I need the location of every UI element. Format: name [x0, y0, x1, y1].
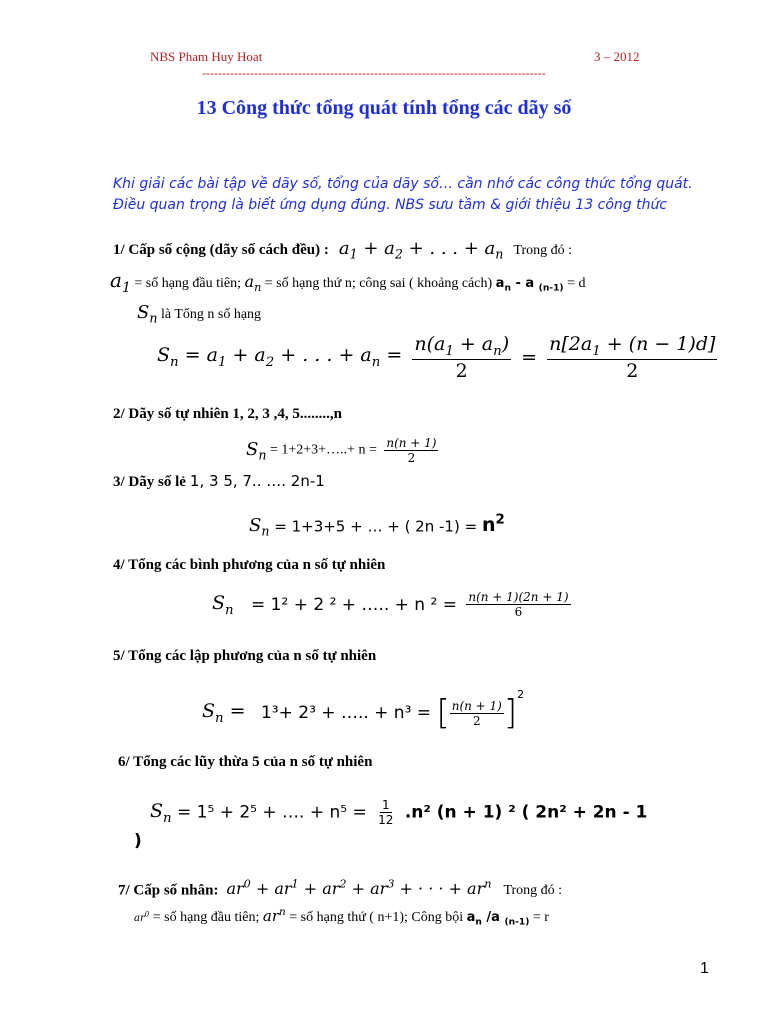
- section-2-heading: 2/ Dãy số tự nhiên 1, 2, 3 ,4, 5........,n: [113, 406, 343, 422]
- section-7-trong-do: Trong đó :: [503, 883, 563, 899]
- section-5-formula: 1³+ 2³ + ….. + n³ =: [260, 703, 432, 723]
- symbol-sn: $S_n$: [137, 302, 158, 326]
- section-1-sum-expression: $a_1 + a_2$ + . . . + $a_n$: [338, 238, 504, 262]
- section-7-definition-row: [134, 906, 549, 928]
- symbol-a1: $a_1$: [110, 268, 131, 296]
- symbol-sn: $S_n$ =: [202, 700, 246, 726]
- symbol-sn: $S_n$: [246, 438, 267, 463]
- section-6-heading: 6/ Tổng các lũy thừa 5 của n số tự nhiên: [118, 754, 373, 770]
- header-rule: --------------------------------------------------------------------------------------: [202, 66, 546, 80]
- intro-line-2: Điều quan trọng là biết ứng dụng đúng. NBS sưu tầm & giới thiệu 13 công thức: [113, 197, 668, 213]
- fraction-2: $\frac{n[2a_1 + (n - 1)d]}{2}$: [549, 333, 716, 382]
- sn-label: là Tổng n số hạng: [160, 307, 262, 322]
- section-6-formula: = 1⁵ + 2⁵ + …. + n⁵ =: [177, 802, 367, 823]
- page-title: 13 Công thức tổng quát tính tổng các dãy số: [196, 97, 572, 119]
- section-4-formula-row: [212, 590, 575, 619]
- symbol-sn: $S_n$: [212, 591, 234, 618]
- section-1-sn-row: [137, 302, 261, 326]
- section-3-formula-row: [249, 513, 505, 539]
- section-4-heading: 4/ Tổng các bình phương của n số tự nhiên: [113, 557, 386, 573]
- section-1-main-formula: $S_n = a_1 + a_2$ + . . . + $a_n$ = $\frac{n(a_1 + a_n)}{2}$ = $\frac{n[2a_1 + (n - 1)d]}{2}$: [157, 333, 716, 382]
- section-5-heading: 5/ Tổng các lập phương của n số tự nhiên: [113, 648, 377, 664]
- def-r-text: = r: [532, 910, 549, 925]
- symbol-an: $a_n$: [244, 272, 262, 295]
- section-5-formula-row: $S_n = 1^3+ 2^3$ + ….. + n³ = [ $\frac{n(n + 1)}{2}$ ]$^2$: [202, 688, 525, 733]
- section-1-definition-row: [110, 268, 585, 296]
- section-4-formula: = 1² + 2 ² + ….. + n ² =: [251, 594, 457, 615]
- section-1-heading-row: [113, 238, 572, 262]
- def-nth-text: = số hạng thứ ( n+1); Công bội: [289, 910, 464, 925]
- fraction-twelfth: $\frac{1}{12}$: [378, 798, 394, 827]
- symbol-ar0: $ar^0$: [134, 910, 150, 924]
- section-2-formula-row: [246, 436, 442, 465]
- header-date: 3 – 2012: [594, 49, 640, 64]
- fraction-1: $\frac{n(a_1 + a_n)}{2}$: [414, 333, 510, 382]
- section-7-heading-row: [118, 878, 562, 899]
- def-an-text: = số hạng thứ n; công sai ( khoảng cách): [264, 276, 493, 291]
- fraction-squares: $\frac{n(n + 1)(2n + 1)}{6}$: [468, 590, 569, 619]
- symbol-sn: $S_n$: [249, 515, 270, 539]
- section-1-heading: 1/ Cấp số cộng (dãy số cách đều) :: [113, 242, 329, 258]
- symbol-arn: $ar^n$: [262, 906, 286, 925]
- section-3-heading-row: [113, 472, 325, 491]
- section-2-formula: = 1+2+3+…..+ n =: [269, 442, 377, 458]
- geometric-series: $ar^0 + ar^1 + ar^2 + ar^3$ + · · · + $ar^n$: [226, 878, 492, 899]
- section-7-heading: 7/ Cấp số nhân:: [118, 882, 219, 899]
- fraction-natural-sum: $\frac{n(n + 1)}{2}$: [386, 436, 437, 465]
- section-1-trong-do: Trong đó :: [513, 243, 573, 258]
- fraction-cubes: $\frac{n(n + 1)}{2}$: [451, 698, 502, 728]
- section-3-formula: = 1+3+5 + … + ( 2n -1) =: [274, 517, 478, 536]
- def-first-text: = số hạng đầu tiên;: [152, 910, 260, 925]
- ratio-expression: $a_n$ /a $_{(n-1)}$: [466, 910, 530, 928]
- n-squared: $n^2$: [481, 513, 505, 537]
- diff-expression: $a_n$ - a $_{(n-1)}$: [495, 276, 564, 294]
- section-6-formula-row: [150, 798, 647, 827]
- section-3-heading: 3/ Dãy số lẻ: [113, 474, 186, 490]
- def-a1-text: = số hạng đầu tiên;: [134, 276, 242, 291]
- section-3-sequence: 1, 3 5, 7.. …. 2n-1: [189, 472, 325, 490]
- page-number: 1: [700, 960, 709, 977]
- section-6-close-paren: ): [134, 831, 142, 851]
- header-author: NBS Pham Huy Hoat: [150, 49, 263, 64]
- section-6-tail: .n² (n + 1) ² ( 2n² + 2n - 1: [404, 802, 648, 823]
- def-d-text: = d: [567, 276, 586, 291]
- intro-line-1: Khi giải các bài tập về dãy số, tổng của dãy số… cần nhớ các công thức tổng quát.: [113, 176, 693, 192]
- symbol-sn: $S_n$: [150, 799, 172, 826]
